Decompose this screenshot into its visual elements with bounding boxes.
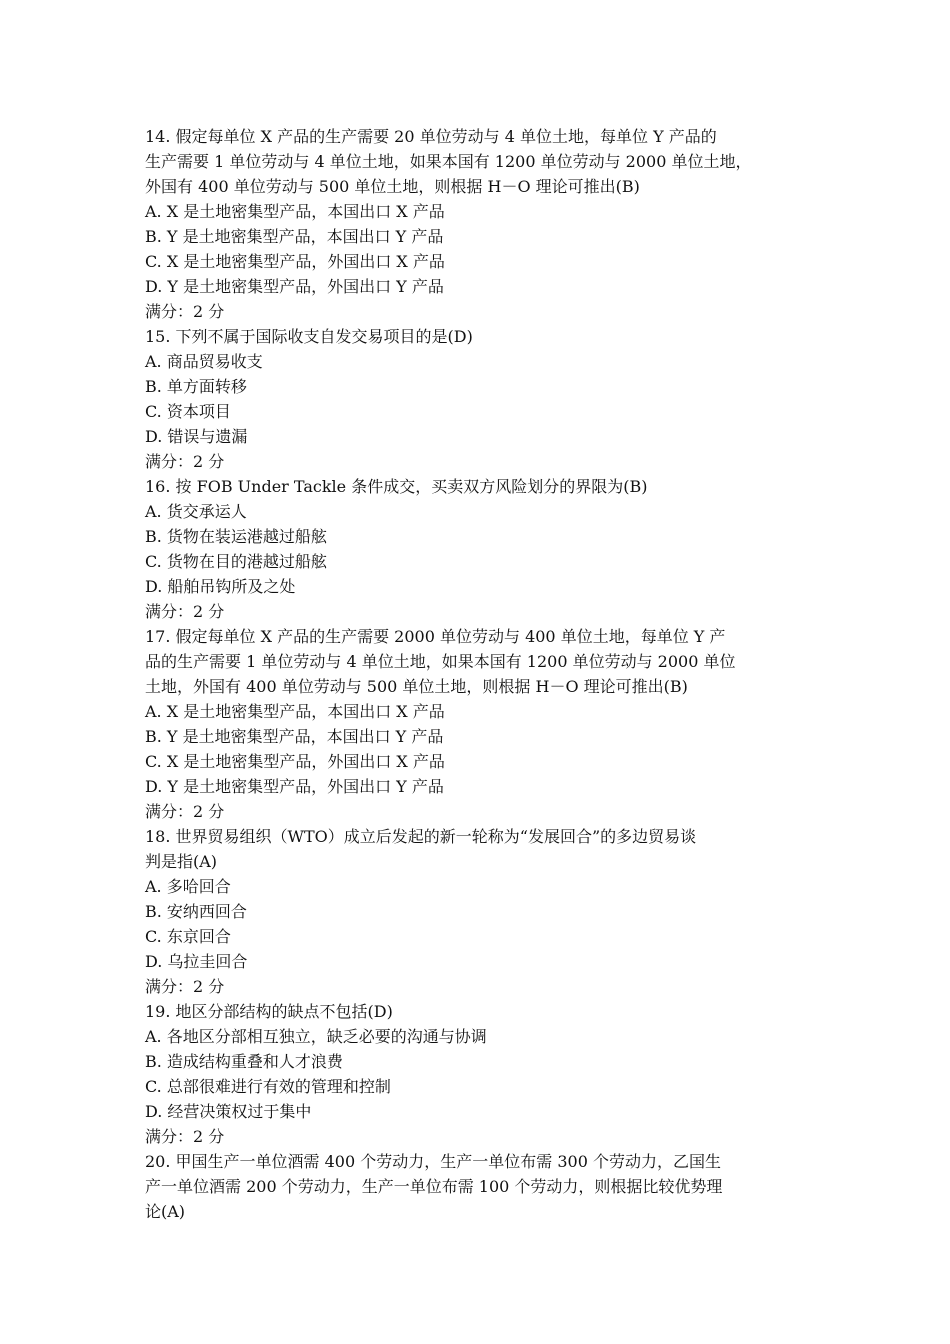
question-text-line: 14. 假定每单位 X 产品的生产需要 20 单位劳动与 4 单位土地，每单位 Y 产品的 [145,127,717,146]
option-b: B. 安纳西回合 [145,902,247,921]
option-b: B. Y 是土地密集型产品，本国出口 Y 产品 [145,727,444,746]
question-text-line: 17. 假定每单位 X 产品的生产需要 2000 单位劳动与 400 单位土地，每单位 Y 产 [145,627,726,646]
option-d: D. 船舶吊钩所及之处 [145,577,296,596]
option-b: B. Y 是土地密集型产品，本国出口 Y 产品 [145,227,444,246]
option-d: D. 经营决策权过于集中 [145,1102,312,1121]
question-text-line: 15. 下列不属于国际收支自发交易项目的是(D) [145,327,473,346]
question-18 [145,824,825,999]
question-text-line: 产一单位酒需 200 个劳动力，生产一单位布需 100 个劳动力，则根据比较优势理 [145,1177,723,1196]
score-line: 满分：2 分 [145,602,225,621]
question-text-line: 16. 按 FOB Under Tackle 条件成交，买卖双方风险划分的界限为(B) [145,477,648,496]
option-a: A. X 是土地密集型产品，本国出口 X 产品 [145,702,445,721]
score-line: 满分：2 分 [145,977,225,996]
question-text-line: 18. 世界贸易组织（WTO）成立后发起的新一轮称为“发展回合”的多边贸易谈 [145,827,697,846]
option-b: B. 单方面转移 [145,377,247,396]
option-d: D. 错误与遗漏 [145,427,248,446]
question-14 [145,124,825,324]
document-page [145,124,825,1224]
option-c: C. 资本项目 [145,402,231,421]
score-line: 满分：2 分 [145,452,225,471]
score-line: 满分：2 分 [145,802,225,821]
question-text-line: 判是指(A) [145,852,218,871]
option-c: C. 东京回合 [145,927,231,946]
question-text-line: 外国有 400 单位劳动与 500 单位土地，则根据 H－O 理论可推出(B) [145,177,640,196]
option-a: A. 商品贸易收支 [145,352,263,371]
question-16 [145,474,825,624]
question-text-line: 生产需要 1 单位劳动与 4 单位土地，如果本国有 1200 单位劳动与 2000 单位土地， [145,152,752,171]
question-text-line: 论(A) [145,1202,186,1221]
option-c: C. X 是土地密集型产品，外国出口 X 产品 [145,252,445,271]
question-15 [145,324,825,474]
option-d: D. 乌拉圭回合 [145,952,248,971]
option-d: D. Y 是土地密集型产品，外国出口 Y 产品 [145,777,444,796]
question-17 [145,624,825,824]
question-text-line: 20. 甲国生产一单位酒需 400 个劳动力，生产一单位布需 300 个劳动力，乙国生 [145,1152,721,1171]
option-a: A. 多哈回合 [145,877,231,896]
option-d: D. Y 是土地密集型产品，外国出口 Y 产品 [145,277,444,296]
option-a: A. X 是土地密集型产品，本国出口 X 产品 [145,202,445,221]
question-20 [145,1149,825,1224]
question-text-line: 19. 地区分部结构的缺点不包括(D) [145,1002,393,1021]
question-19 [145,999,825,1149]
option-c: C. 总部很难进行有效的管理和控制 [145,1077,391,1096]
option-a: A. 各地区分部相互独立，缺乏必要的沟通与协调 [145,1027,487,1046]
option-c: C. 货物在目的港越过船舷 [145,552,327,571]
option-b: B. 货物在装运港越过船舷 [145,527,327,546]
option-b: B. 造成结构重叠和人才浪费 [145,1052,343,1071]
question-text-line: 土地，外国有 400 单位劳动与 500 单位土地，则根据 H－O 理论可推出(B) [145,677,688,696]
question-text-line: 品的生产需要 1 单位劳动与 4 单位土地，如果本国有 1200 单位劳动与 2000 单位 [145,652,736,671]
option-c: C. X 是土地密集型产品，外国出口 X 产品 [145,752,445,771]
score-line: 满分：2 分 [145,302,225,321]
score-line: 满分：2 分 [145,1127,225,1146]
option-a: A. 货交承运人 [145,502,247,521]
